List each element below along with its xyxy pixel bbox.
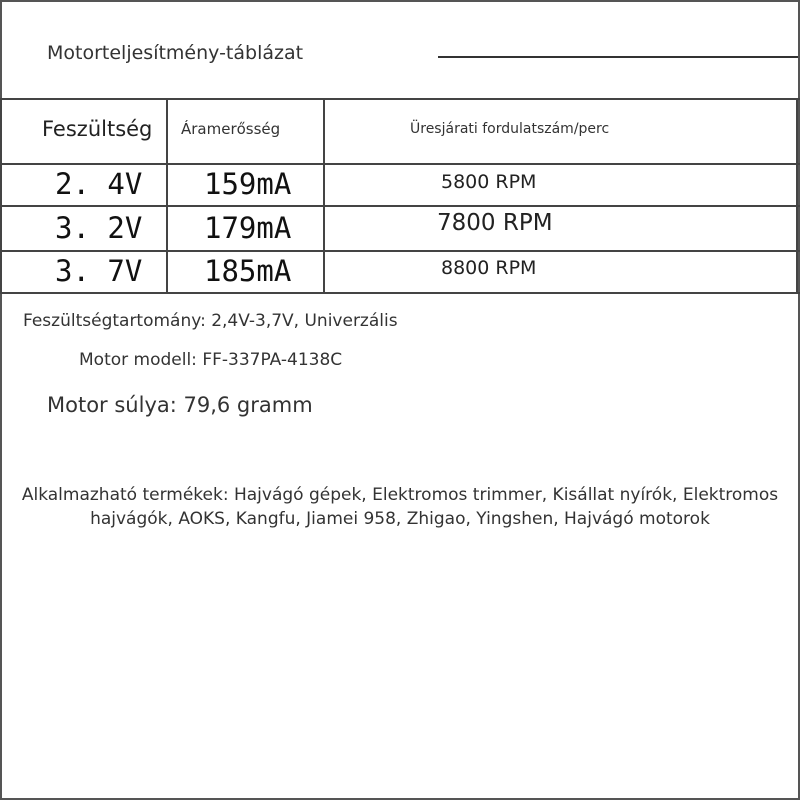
row-3-voltage: 3. 7V [55, 254, 143, 288]
row-3-current: 185mA [204, 254, 292, 288]
title-underline [438, 56, 798, 58]
motor-weight-text: Motor súlya: 79,6 gramm [47, 393, 313, 417]
row-1-current: 159mA [204, 167, 292, 201]
row-1-rpm: 5800 RPM [441, 171, 537, 193]
header-rpm: Üresjárati fordulatszám/perc [410, 121, 610, 137]
row-1-voltage: 2. 4V [55, 167, 143, 201]
header-bottom-border [0, 163, 800, 165]
column-divider-2 [323, 98, 325, 294]
motor-model-text: Motor modell: FF-337PA-4138C [79, 350, 343, 370]
row-3-rpm: 8800 RPM [441, 257, 537, 279]
column-divider-1 [166, 98, 168, 294]
table-top-border [0, 98, 800, 100]
row-1-bottom-border [0, 205, 800, 207]
applicable-products-text: Alkalmazható termékek: Hajvágó gépek, Elektromos trimmer, Kisállat nyírók, Elektromos hajvágók, AOKS, Kangfu, Jiamei 958, Zhigao, Yingshen, Hajvágó motorok [21, 485, 779, 529]
row-2-voltage: 3. 2V [55, 211, 143, 245]
header-current: Áramerősség [181, 120, 281, 138]
row-2-bottom-border [0, 250, 800, 252]
voltage-range-text: Feszültségtartomány: 2,4V-3,7V, Univerzális [23, 311, 398, 331]
row-2-current: 179mA [204, 211, 292, 245]
header-voltage: Feszültség [42, 117, 153, 141]
table-right-border [796, 98, 798, 294]
table-bottom-border [0, 292, 800, 294]
row-2-rpm: 7800 RPM [437, 210, 553, 236]
table-left-border [0, 98, 2, 294]
page-title: Motorteljesítmény-táblázat [47, 42, 304, 64]
